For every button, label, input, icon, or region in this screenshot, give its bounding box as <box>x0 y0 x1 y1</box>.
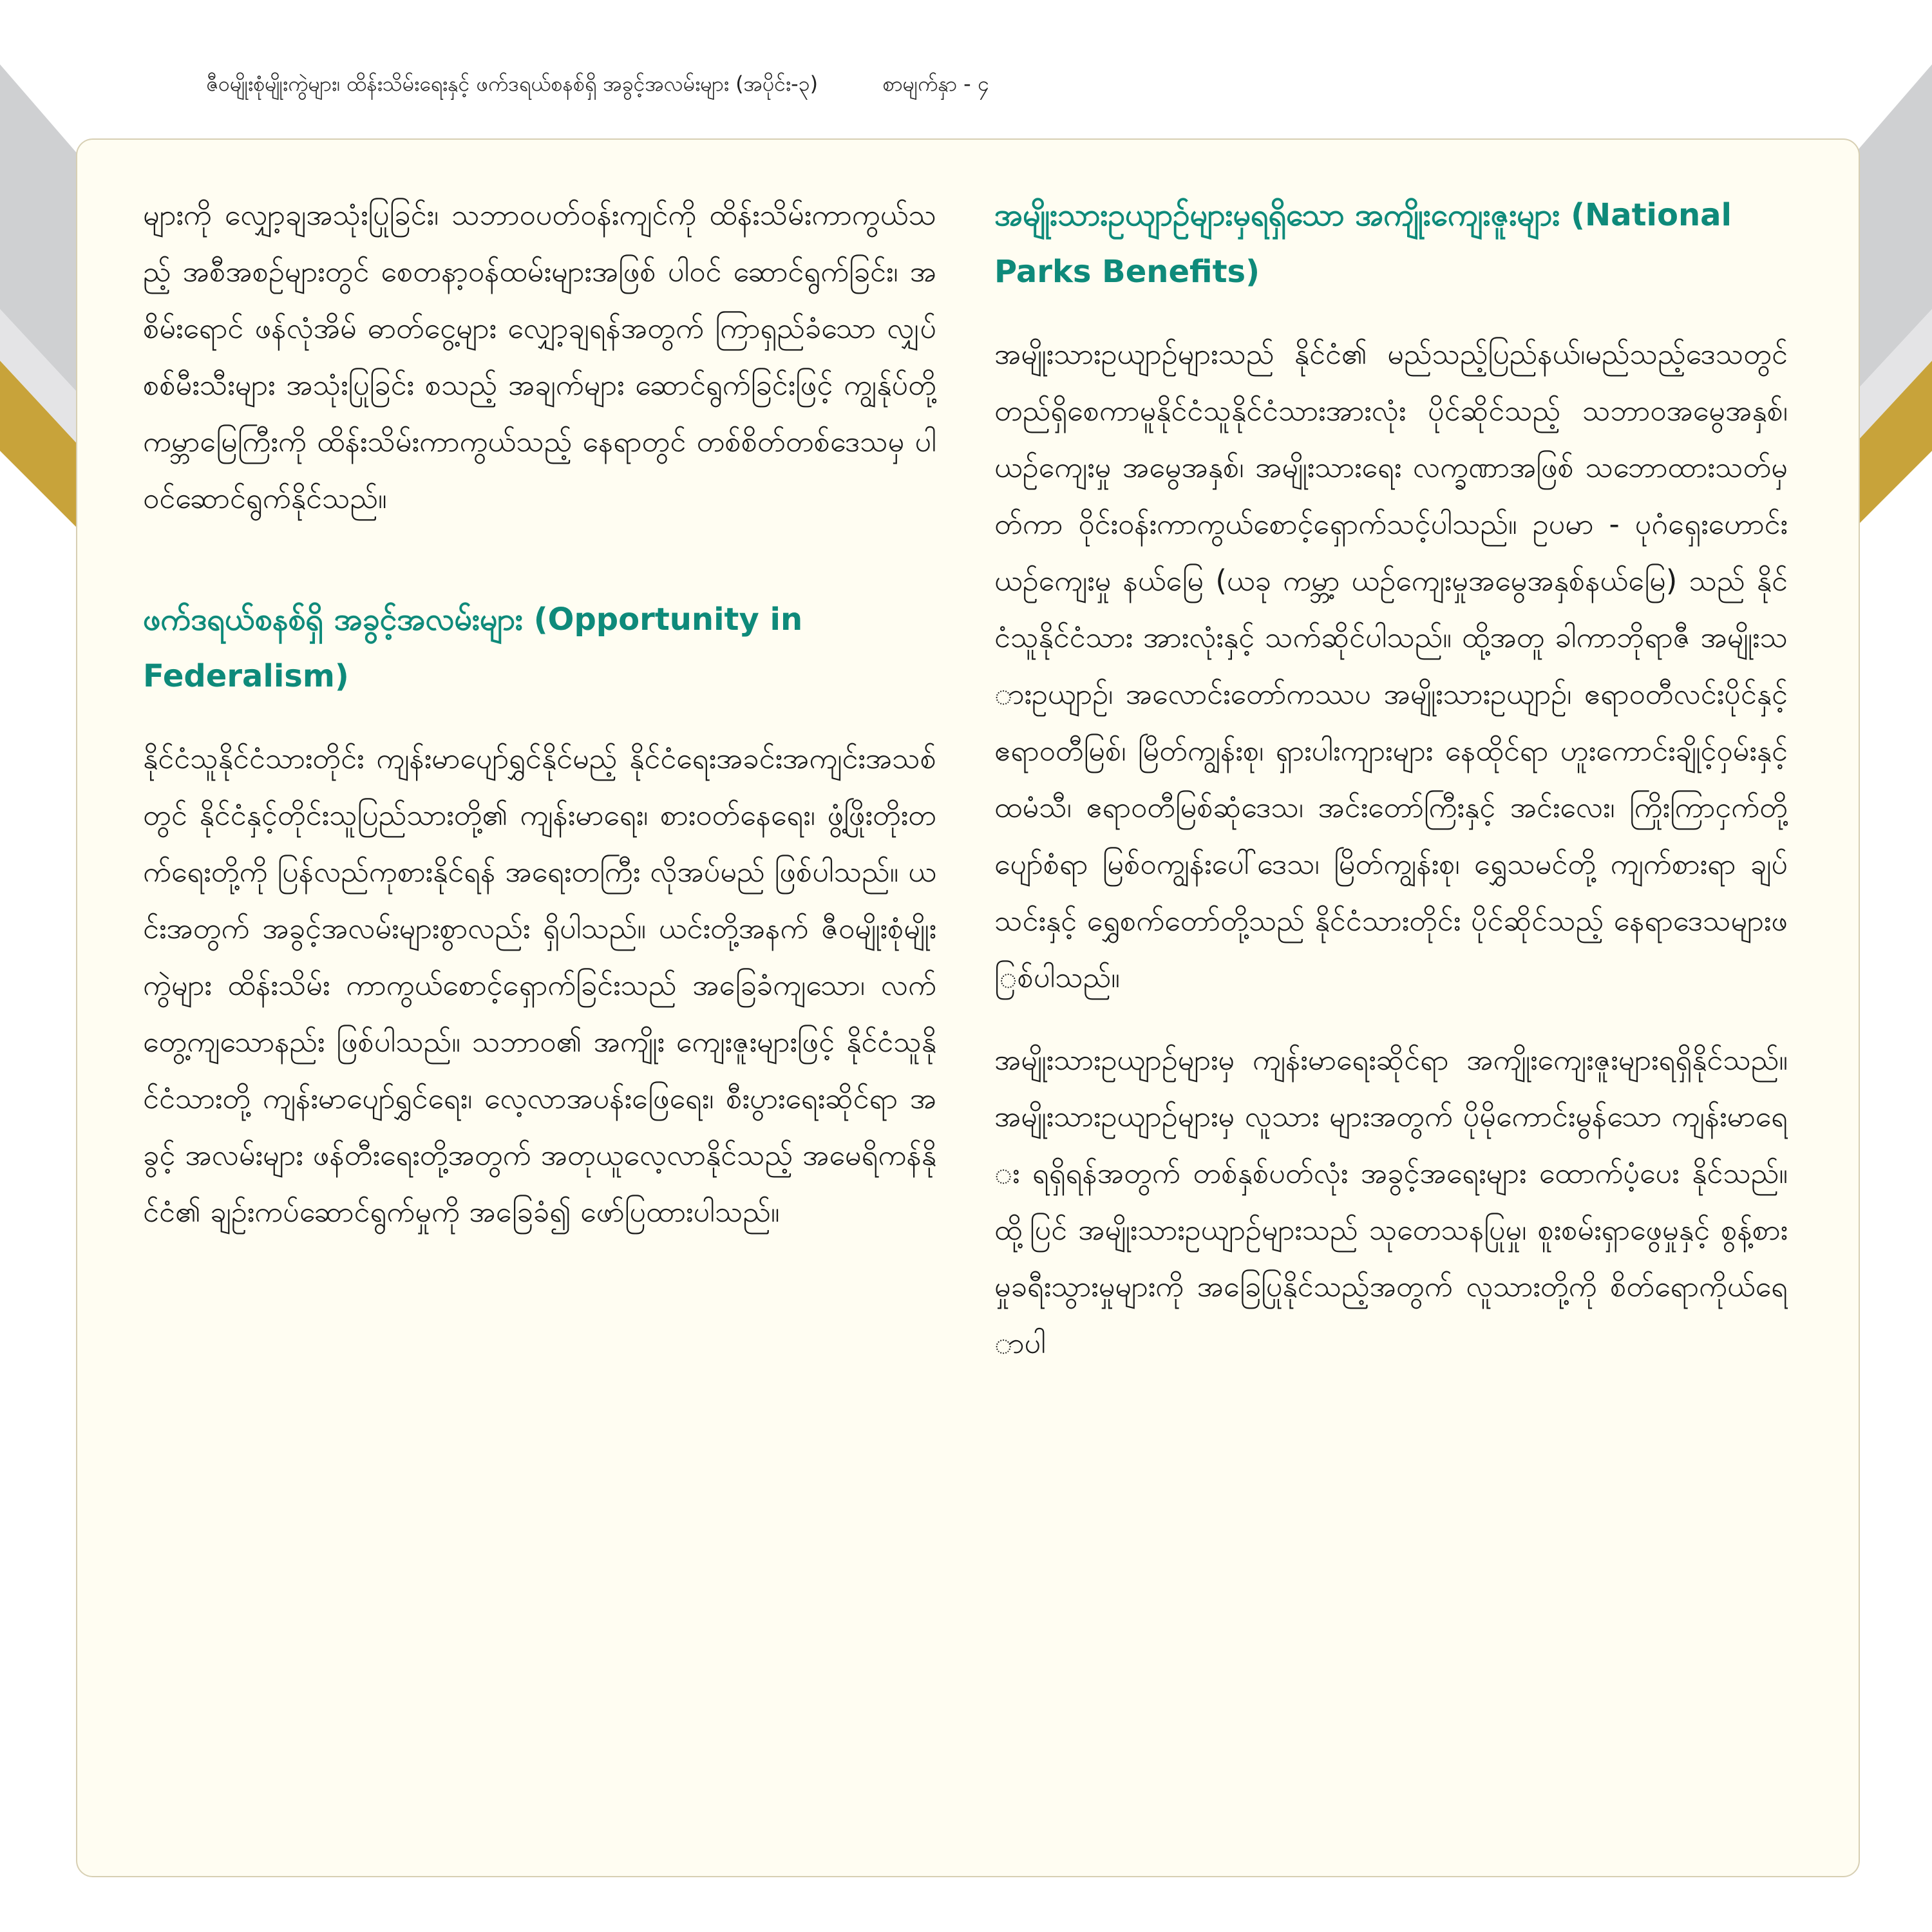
spacer <box>994 300 1788 326</box>
spacer <box>143 527 936 591</box>
right-column <box>994 187 1788 1810</box>
right-paragraph-2: အမျိုးသားဥယျာဉ်များမှ ကျန်းမာရေးဆိုင်ရာ အကျိုးကျေးဇူးများရရှိနိုင်သည်။ အမျိုးသားဥယျာဉ်များမှ လူသား များအတွက် ပိုမိုကောင်းမွန်သော ကျန်းမာရေး ရရှိရန်အတွက် တစ်နှစ်ပတ်လုံး အခွင့်အရေးများ ထောက်ပံ့ပေး နိုင်သည်။ ထို့ပြင် အမျိုးသားဥယျာဉ်များသည် သုတေသနပြုမှု၊ စူးစမ်းရှာဖွေမှုနှင့် စွန့်စားမှုခရီးသွားမှုများကို အခြေပြုနိုင်သည့်အတွက် လူသားတို့ကို စိတ်ရောကိုယ်ရောပါ <box>994 1043 1788 1360</box>
section-heading-federalism: ဖက်ဒရယ်စနစ်ရှိ အခွင့်အလမ်းများ (Opportunity in Federalism) <box>143 601 803 694</box>
left-paragraph-2: နိုင်ငံသူနိုင်ငံသားတိုင်း ကျန်းမာပျော်ရွှင်နိုင်မည့် နိုင်ငံရေးအခင်းအကျင်းအသစ်တွင် နိုင်ငံနှင့်တိုင်းသူပြည်သားတို့၏ ကျန်းမာရေး၊ စားဝတ်နေရေး၊ ဖွံ့ဖြိုးတိုးတက်ရေးတို့ကို ပြန်လည်ကုစားနိုင်ရန် အရေးတကြီး လိုအပ်မည် ဖြစ်ပါသည်။ ယင်းအတွက် အခွင့်အလမ်းများစွာလည်း ရှိပါသည်။ ယင်းတို့အနက် ဇီဝမျိုးစုံမျိုးကွဲများ ထိန်းသိမ်း ကာကွယ်စောင့်ရှောက်ခြင်းသည် အခြေခံကျသော၊ လက်တွေ့ကျသောနည်း ဖြစ်ပါသည်။ သဘာဝ၏ အကျိုး ကျေးဇူးများဖြင့် နိုင်ငံသူနိုင်ငံသားတို့ ကျန်းမာပျော်ရွှင်ရေး၊ လေ့လာအပန်းဖြေရေး၊ စီးပွားရေးဆိုင်ရာ အခွင့် အလမ်းများ ဖန်တီးရေးတို့အတွက် အတုယူလေ့လာနိုင်သည့် အမေရိကန်နိုင်ငံ၏ ချဉ်းကပ်ဆောင်ရွက်မှုကို အခြေခံ၍ ဖော်ပြထားပါသည်။ <box>143 741 936 1229</box>
left-column <box>143 187 936 1642</box>
spacer <box>143 705 936 730</box>
spacer <box>994 1006 1788 1032</box>
section-heading-national-parks: အမျိုးသားဥယျာဉ်များမှရရှိသော အကျိုးကျေးဇူးများ (National Parks Benefits) <box>994 197 1732 290</box>
right-paragraph-1: အမျိုးသားဥယျာဉ်များသည် နိုင်ငံ၏ မည်သည့်ပြည်နယ်၊မည်သည့်ဒေသတွင်တည်ရှိစေကာမူနိုင်ငံသူနိုင်ငံသားအားလုံး ပိုင်ဆိုင်သည့် သဘာဝအမွေအနှစ်၊ ယဉ်ကျေးမှု အမွေအနှစ်၊ အမျိုးသားရေး လက္ခဏာအဖြစ် သဘောထားသတ်မှတ်ကာ ဝိုင်းဝန်းကာကွယ်စောင့်ရှောက်သင့်ပါသည်။ ဥပမာ - ပုဂံရှေးဟောင်းယဉ်ကျေးမှု နယ်မြေ (ယခု ကမ္ဘာ့ ယဉ်ကျေးမှုအမွေအနှစ်နယ်မြေ) သည် နိုင်ငံသူနိုင်ငံသား အားလုံးနှင့် သက်ဆိုင်ပါသည်။ ထို့အတူ ခါကာဘိုရာဇီ အမျိုးသားဥယျာဉ်၊ အလောင်းတော်ကဿပ အမျိုးသားဥယျာဉ်၊ ဧရာဝတီလင်းပိုင်နှင့် ဧရာဝတီမြစ်၊ မြိတ်ကျွန်းစု၊ ရှားပါးကျားများ နေထိုင်ရာ ဟူးကောင်းချိုင့်ဝှမ်းနှင့် ထမံသီ၊ ဧရာဝတီမြစ်ဆုံဒေသ၊ အင်းတော်ကြီးနှင့် အင်းလေး၊ ကြိုးကြာငှက်တို့ ပျော်စံရာ မြစ်ဝကျွန်းပေါ်ဒေသ၊ မြိတ်ကျွန်းစု၊ ရွှေသမင်တို့ ကျက်စားရာ ချပ်သင်းနှင့် ရွှေစက်တော်တို့သည် နိုင်ငံသားတိုင်း ပိုင်ဆိုင်သည့် နေရာဒေသများဖြစ်ပါသည်။ <box>994 337 1788 994</box>
running-title: ဇီဝမျိုးစုံမျိုးကွဲများ၊ ထိန်းသိမ်းရေးနှင့် ဖက်ဒရယ်စနစ်ရှိ အခွင့်အလမ်းများ (အပိုင်း-၃) <box>206 71 819 96</box>
running-header <box>206 64 1739 103</box>
page-label: စာမျက်နှာ - ၄ <box>882 71 989 96</box>
left-paragraph-1: များကို လျှော့ချအသုံးပြုခြင်း၊ သဘာဝပတ်ဝန်းကျင်ကို ထိန်းသိမ်းကာကွယ်သည့် အစီအစဉ်များတွင် စေတနာ့ဝန်ထမ်းများအဖြစ် ပါဝင် ဆောင်ရွက်ခြင်း၊ အစိမ်းရောင် ဖန်လုံအိမ် ဓာတ်ငွေ့များ လျှော့ချရန်အတွက် ကြာရှည်ခံသော လျှပ်စစ်မီးသီးများ အသုံးပြုခြင်း စသည့် အချက်များ ဆောင်ရွက်ခြင်းဖြင့် ကျွန်ုပ်တို့ကမ္ဘာမြေကြီးကို ထိန်းသိမ်းကာကွယ်သည့် နေရာတွင် တစ်စိတ်တစ်ဒေသမှ ပါဝင်ဆောင်ရွက်နိုင်သည်။ <box>143 198 936 515</box>
